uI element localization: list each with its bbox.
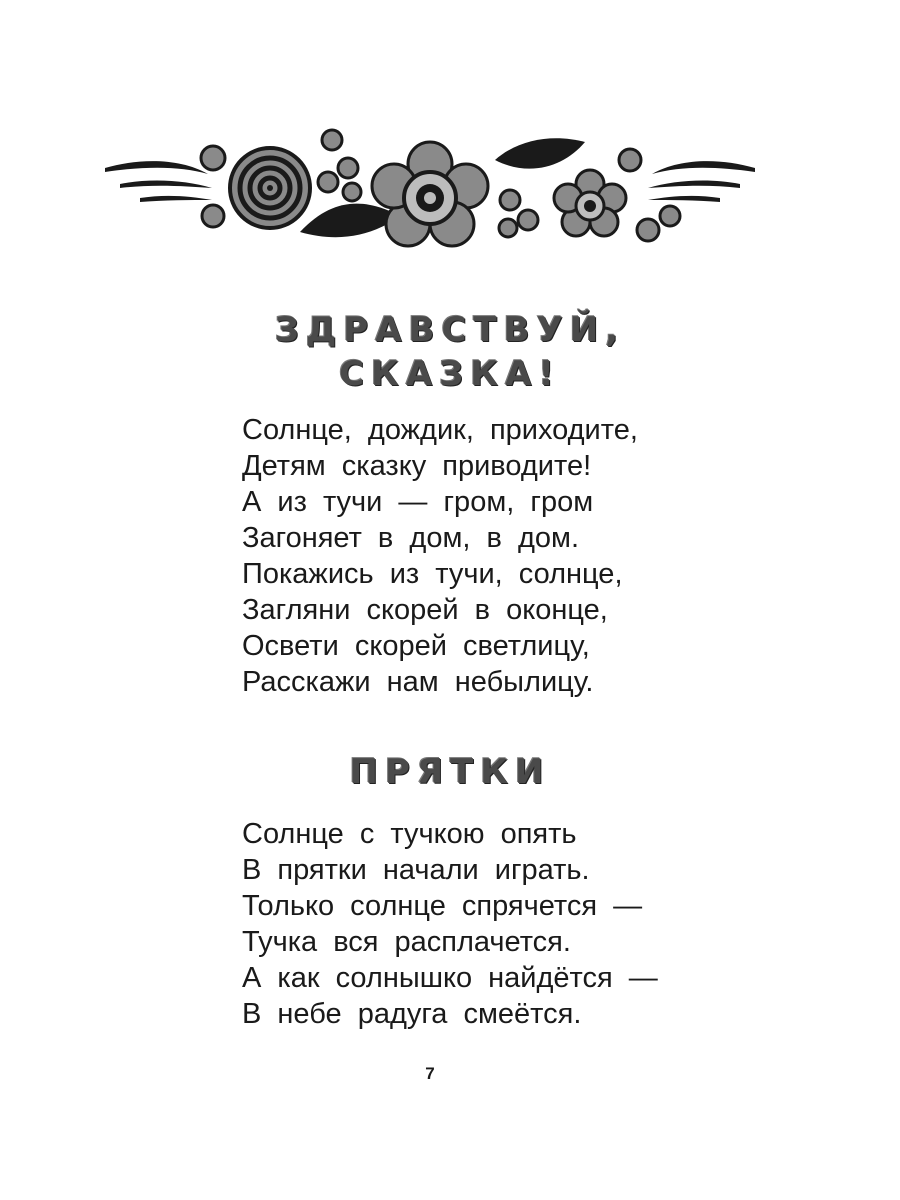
decorative-floral-ornament: [100, 120, 760, 260]
poem-line: Загоняет в дом, в дом.: [242, 522, 580, 554]
poem-title: [0, 308, 900, 396]
grass-icon: [648, 161, 755, 202]
poem-title-line: ЗДРАВСТВУЙ,: [274, 310, 626, 350]
poem-line: Только солнце спрячется —: [242, 890, 643, 922]
swirl-icon: [230, 148, 310, 228]
page-number: 7: [425, 1064, 435, 1083]
poem-stanza: [242, 412, 638, 700]
poem-line: В прятки начали играть.: [242, 854, 590, 886]
poem-line: Солнце с тучкою опять: [242, 818, 577, 850]
poem-title: [0, 750, 900, 794]
poem-line: А из тучи — гром, гром: [242, 486, 594, 518]
poem-line: Загляни скорей в оконце,: [242, 594, 608, 626]
grass-icon: [105, 161, 212, 202]
poem-title-line: ПРЯТКИ: [349, 752, 551, 792]
poem-line: Освети скорей светлицу,: [242, 630, 590, 662]
poem-line: А как солнышко найдётся —: [242, 962, 658, 994]
poem-line: Тучка вся расплачется.: [242, 926, 571, 958]
poem-line: Солнце, дождик, приходите,: [242, 414, 638, 446]
poem-line: В небе радуга смеётся.: [242, 998, 582, 1030]
flower-icon: [372, 142, 488, 246]
poem-line: Детям сказку приводите!: [242, 450, 592, 482]
flower-icon: [554, 170, 626, 236]
leaf-icon: [495, 138, 585, 168]
poem-stanza: [242, 816, 658, 1032]
poem-line: Покажись из тучи, солнце,: [242, 558, 623, 590]
poem-line: Расскажи нам небылицу.: [242, 666, 594, 698]
poem-title-line: СКАЗКА!: [339, 354, 561, 394]
